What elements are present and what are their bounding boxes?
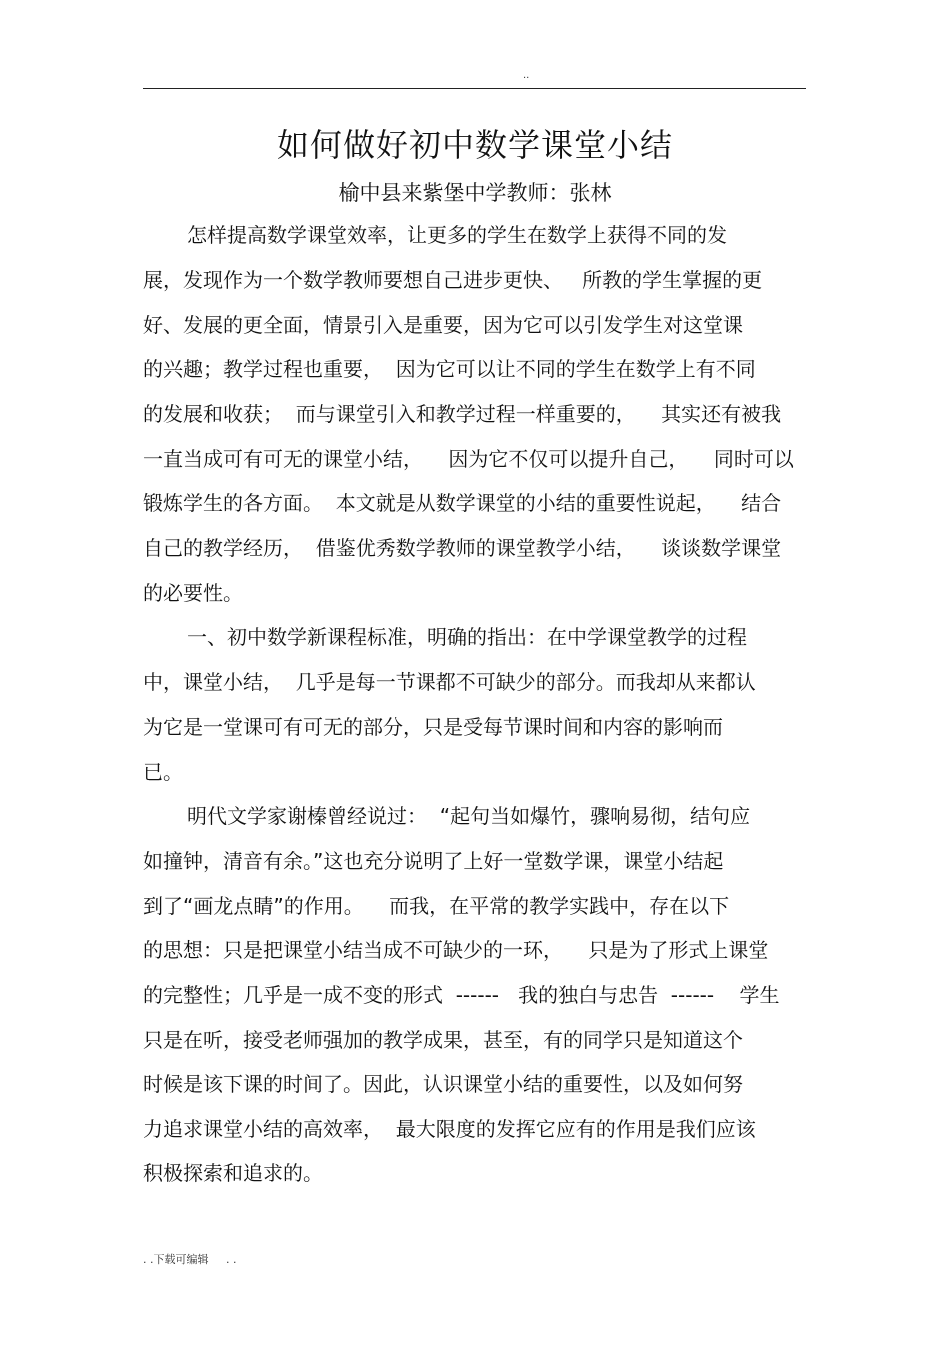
footer-note: . .下载可编辑 . . <box>143 1253 237 1266</box>
text-line: 的必要性。 <box>143 581 243 605</box>
text-line: 锻炼学生的各方面。 本文就是从数学课堂的小结的重要性说起， 结合 <box>143 491 782 515</box>
text-line: 只是在听，接受老师强加的教学成果，甚至，有的同学只是知道这个 <box>143 1028 743 1052</box>
text-line: 到了“画龙点睛”的作用。 而我，在平常的教学实践中，存在以下 <box>143 894 730 918</box>
text-line: 的完整性；几乎是一成不变的形式 ------ 我的独白与忠告 ------ 学生 <box>143 983 780 1007</box>
text-line: 的发展和收获； 而与课堂引入和教学过程一样重要的， 其实还有被我 <box>143 402 782 426</box>
text-line: 一直当成可有可无的课堂小结， 因为它不仅可以提升自己， 同时可以 <box>143 447 794 471</box>
text-line: 已。 <box>143 760 183 784</box>
text-line: 力追求课堂小结的高效率， 最大限度的发挥它应有的作用是我们应该 <box>143 1117 756 1141</box>
text-line: 时候是该下课的时间了。因此，认识课堂小结的重要性，以及如何努 <box>143 1072 743 1096</box>
text-line: 如撞钟，清音有余。”这也充分说明了上好一堂数学课，课堂小结起 <box>143 849 724 873</box>
text-line: 好、发展的更全面，情景引入是重要，因为它可以引发学生对这堂课 <box>143 313 743 337</box>
header-rule <box>143 88 806 89</box>
text-line: 中，课堂小结， 几乎是每一节课都不可缺少的部分。而我却从来都认 <box>143 670 756 694</box>
text-line: 一、初中数学新课程标准，明确的指出：在中学课堂教学的过程 <box>187 625 747 649</box>
text-line: 展，发现作为一个数学教师要想自己进步更快、 所教的学生掌握的更 <box>143 268 763 292</box>
text-line: 的思想：只是把课堂小结当成不可缺少的一环， 只是为了形式上课堂 <box>143 938 769 962</box>
document-author: 榆中县来紫堡中学教师：张林 <box>338 181 612 205</box>
text-line: 积极探索和追求的。 <box>143 1161 323 1185</box>
text-line: 为它是一堂课可有可无的部分，只是受每节课时间和内容的影响而 <box>143 715 723 739</box>
text-line: 的兴趣；教学过程也重要， 因为它可以让不同的学生在数学上有不同 <box>143 357 756 381</box>
text-line: 怎样提高数学课堂效率，让更多的学生在数学上获得不同的发 <box>187 223 727 247</box>
header-mark: .. <box>523 70 530 81</box>
text-line: 自己的教学经历， 借鉴优秀数学教师的课堂教学小结， 谈谈数学课堂 <box>143 536 782 560</box>
document-title: 如何做好初中数学课堂小结 <box>276 126 673 164</box>
text-line: 明代文学家谢榛曾经说过： “起句当如爆竹，骤响易彻，结句应 <box>187 804 751 828</box>
